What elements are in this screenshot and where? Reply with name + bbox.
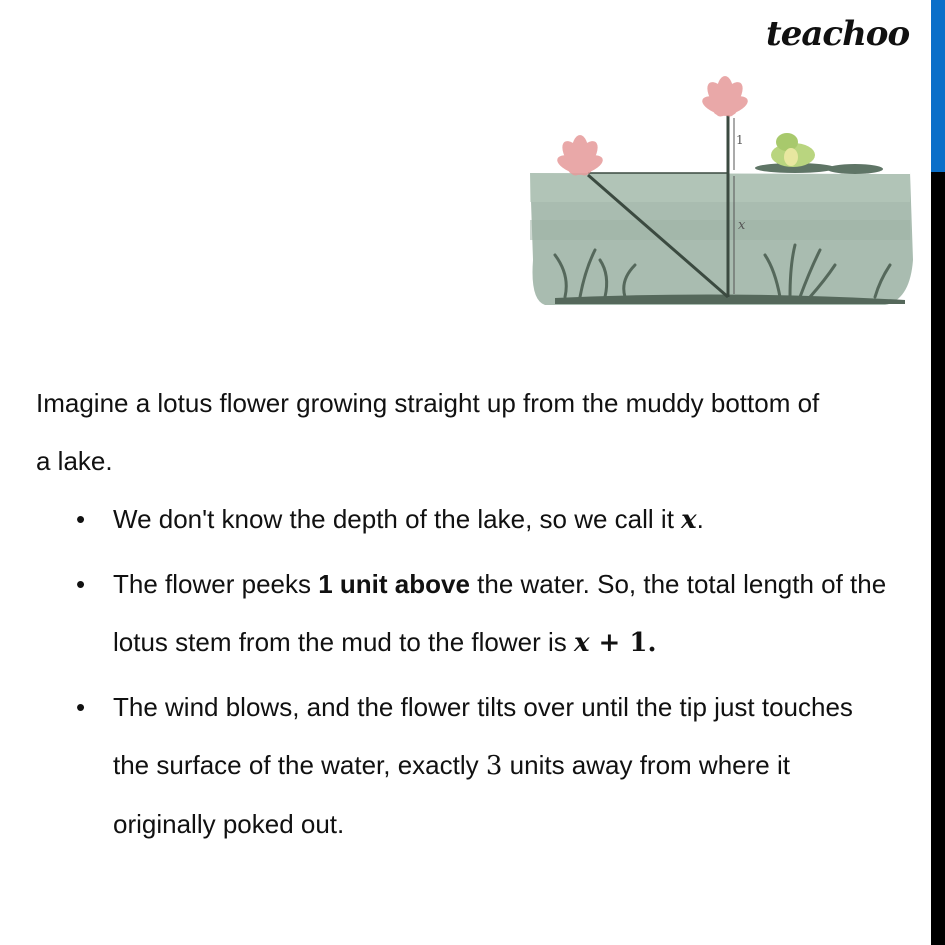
frog-icon <box>771 133 815 167</box>
bullet-icon: • <box>76 504 86 534</box>
lotus-lake-illustration <box>525 60 915 315</box>
intro-paragraph: Imagine a lotus flower growing straight up from the muddy bottom of a lake. <box>36 388 820 476</box>
sidebar-accent-bar <box>931 0 945 172</box>
bullet-icon: • <box>76 569 86 599</box>
bullet-item: • The flower peeks 1 unit above the water. So, the total length of the lotus stem from the mud to the flower is x + 1. <box>0 555 893 672</box>
bullet-list <box>0 490 930 859</box>
sidebar-dark-bar <box>931 172 945 945</box>
label-above: 1 <box>736 133 744 147</box>
teachoo-logo: teachoo <box>766 14 910 54</box>
bullet-icon: • <box>76 692 86 722</box>
label-depth: x <box>738 218 746 233</box>
lotus-flower-upright-icon <box>700 76 751 121</box>
bullet-item: • We don't know the depth of the lake, so we call it x. <box>0 490 893 549</box>
bullet-item: • The wind blows, and the flower tilts over until the tip just touches the surface of the water, exactly 3 units away from where it originally poked out. <box>0 678 893 853</box>
